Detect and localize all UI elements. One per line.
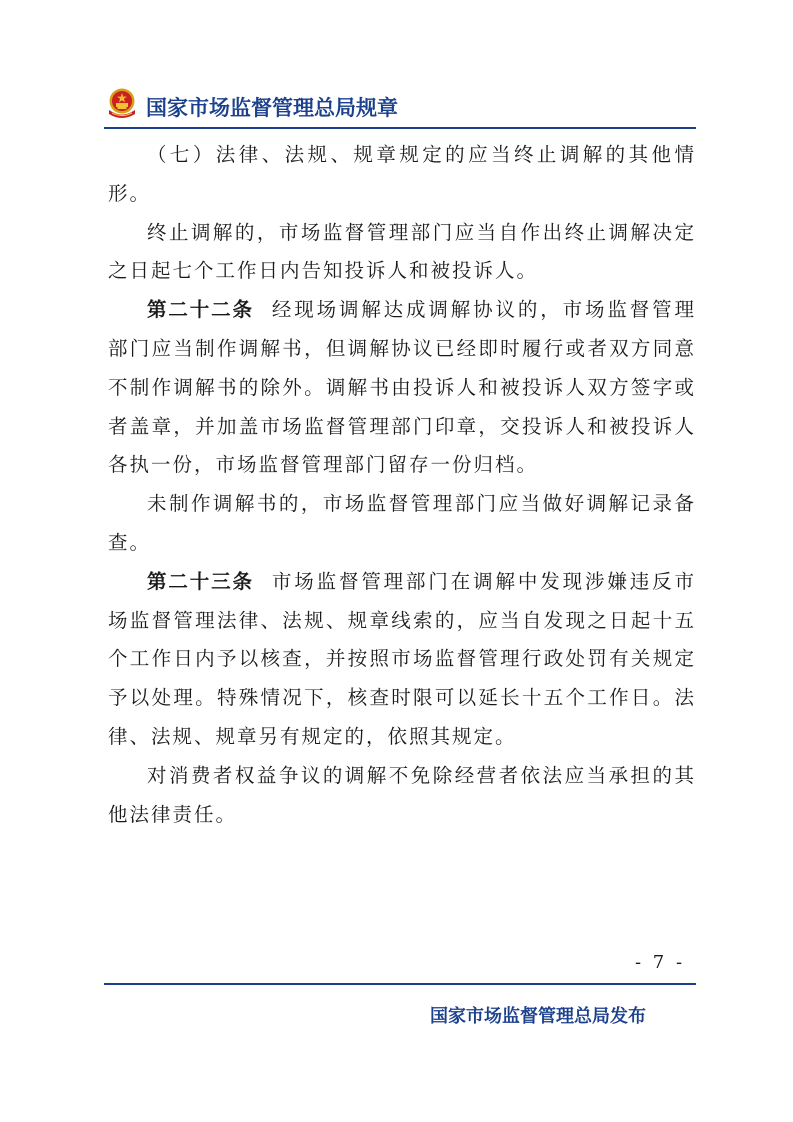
footer-publisher: 国家市场监督管理总局发布 — [430, 1006, 646, 1027]
header-title: 国家市场监督管理总局规章 — [146, 96, 398, 120]
paragraph-clause-7 — [108, 136, 696, 214]
paragraph-article-23 — [108, 563, 696, 757]
article-heading: 第二十三条 — [147, 569, 254, 593]
page-number: - 7 - — [634, 952, 686, 973]
paragraph-text: 市场监督管理部门在调解中发现涉嫌违反市场监督管理法律、法规、规章线索的，应当自发现之日起十五个工作日内予以核查，并按照市场监督管理行政处罚有关规定予以处理。特殊情况下，核查时限可以延长十五个工作日。法律、法规、规章另有规定的，依照其规定。 — [108, 569, 696, 748]
paragraph-text: 对消费者权益争议的调解不免除经营者依法应当承担的其他法律责任。 — [108, 763, 696, 826]
document-header — [104, 86, 696, 126]
paragraph-text: 未制作调解书的，市场监督管理部门应当做好调解记录备查。 — [108, 492, 696, 554]
paragraph-text: 经现场调解达成调解协议的，市场监督管理部门应当制作调解书，但调解协议已经即时履行或者双方同意不制作调解书的除外。调解书由投诉人和被投诉人双方签字或者盖章，并加盖市场监督管理部门印章，交投诉人和被投诉人各执一份，市场监督管理部门留存一份归档。 — [108, 298, 696, 477]
paragraph-article-22 — [108, 291, 696, 485]
paragraph-no-mediation-document — [108, 485, 696, 563]
article-body — [108, 136, 696, 834]
paragraph-text: 终止调解的，市场监督管理部门应当自作出终止调解决定之日起七个工作日内告知投诉人和被投诉人。 — [108, 220, 696, 283]
paragraph-termination-notice — [108, 214, 696, 292]
header-divider — [104, 127, 696, 129]
footer-divider — [104, 983, 696, 985]
article-heading: 第二十二条 — [147, 298, 254, 322]
paragraph-liability — [108, 757, 696, 835]
national-emblem-icon — [104, 86, 140, 120]
paragraph-text: （七）法律、法规、规章规定的应当终止调解的其他情形。 — [108, 143, 696, 205]
